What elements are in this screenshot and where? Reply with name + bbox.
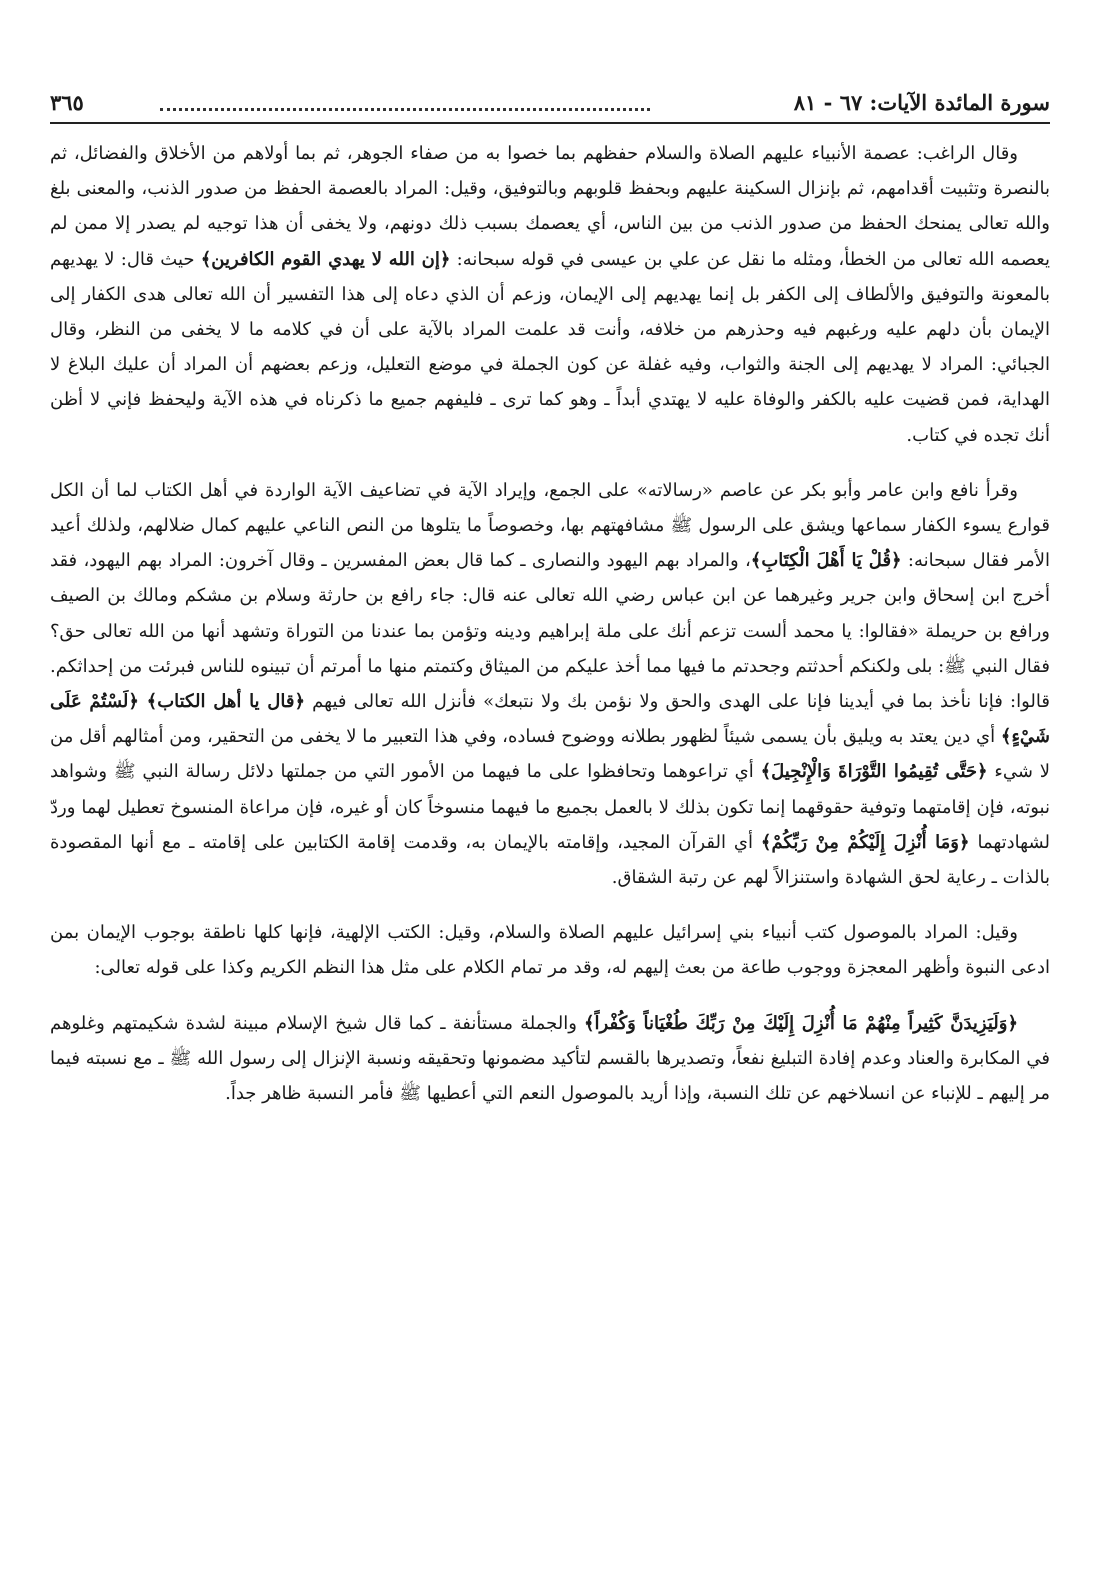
paragraph-text: ، والمراد بهم اليهود والنصارى ـ كما قال بعض المفسرين ـ وقال آخرون: المراد بهم اليهود، فقد أخرج ابن إسحاق وابن جرير وغيرهما عن ابن عباس رضي الله تعالى عنه قال: جاء رافع بن حارثة وسلام بن مشكم ومالك بن الصيف ورافع بن حريملة «فقالوا: يا محمد ألست تزعم أنك على ملة إبراهيم ودينه وتؤمن بما عندنا من التوراة وتشهد أنها من الله تعالى حق؟ فقال النبي ﷺ: بلى ولكنكم أحدثتم وجحدتم ما فيها مما أخذ عليكم من الميثاق وكتمتم منها ما أمرتم أن تبينوه للناس فبرئت من إحداثكم. قالوا: فإنا نأخذ بما في أيدينا فإنا على الهدى والحق ولا نؤمن بك ولا نتبعك» فأنزل الله تعالى فيهم — [50, 550, 1050, 713]
paragraph-text: والجملة مستأنفة ـ كما قال شيخ الإسلام مبينة لشدة شكيمتهم وغلوهم في المكابرة والعناد وعدم إفادة التبليغ نفعاً، وتصديرها بالقسم لتأكيد مضمونها وتحقيقه ونسبة الإنزال إلى رسول الله ﷺ ـ مع نسبته فيما مر إليهم ـ للإنباء عن انسلاخهم عن تلك النسبة، وإذا أريد بالموصول النعم التي أعطيها ﷺ فأمر النسبة ظاهر جداً. — [50, 1012, 1050, 1105]
book-page — [50, 86, 1050, 1111]
quran-quote: ﴿حَتَّى تُقِيمُوا التَّوْرَاةَ وَالْإِنْجِيلَ﴾ — [760, 761, 988, 783]
dotted-leader — [160, 108, 650, 111]
page-number: ٣٦٥ — [50, 90, 84, 115]
paragraph-text: أي تراعوهما وتحافظوا على ما فيهما من الأمور التي من جملتها دلائل رسالة النبي ﷺ وشواهد نبوته، فإن إقامتهما وتوفية حقوقهما إنما تكون بذلك لا بالعمل بجميع ما فيهما منسوخاً كان أو غيره، فإن مراعاة المنسوخ تعطيل لهما وردّ لشهادتهما — [50, 761, 1050, 853]
chapter-title: سورة المائدة الآيات: ٦٧ - ٨١ — [793, 90, 1050, 115]
quran-quote: ﴿قُلْ يَا أَهْلَ الْكِتَابِ﴾ — [750, 550, 902, 572]
paragraph-4 — [50, 1006, 1050, 1112]
paragraph-2 — [50, 473, 1050, 895]
paragraph-3 — [50, 915, 1050, 985]
paragraph-text: وقيل: المراد بالموصول كتب أنبياء بني إسرائيل عليهم الصلاة والسلام، وقيل: الكتب الإلهية، فإنها كلها ناطقة بوجوب الإيمان بمن ادعى النبوة وأظهر المعجزة ووجوب طاعة من بعث إليهم له، وقد مر تمام الكلام على مثل هذا النظم الكريم وكذا على قوله تعالى: — [50, 922, 1050, 979]
quran-quote: ﴿وَمَا أُنْزِلَ إِلَيْكُمْ مِنْ رَبِّكُمْ﴾ — [760, 831, 970, 853]
paragraph-text: أي دين يعتد به ويليق بأن يسمى شيئاً لظهور بطلانه ووضوح فساده، وفي هذا التعبير ما لا يخفى من التحقير، ومن أمثالهم أقل من لا شيء — [50, 726, 1050, 783]
paragraph-text: وقال الراغب: عصمة الأنبياء عليهم الصلاة والسلام حفظهم بما خصوا به من صفاء الجوهر، ثم بما أولاهم من الأخلاق والفضائل، ثم بالنصرة وتثبيت أقدامهم، ثم بإنزال السكينة عليهم وبحفظ قلوبهم وبالتوفيق، وقيل: المراد بالعصمة الحفظ من صدور الذنب، والمعنى بلغ والله تعالى يمنحك الحفظ من صدور الذنب من بين الناس، أي يعصمك بسبب ذلك دونهم، ولا يخفى أن هذا توجيه لم يصدر إلا ممن لم يعصمه الله تعالى من الخطأ، ومثله ما نقل عن علي بن عيسى في قوله سبحانه: — [50, 143, 1050, 270]
quran-quote: ﴿قال يا أهل الكتاب﴾ ﴿لَسْتُمْ عَلَى شَيْءٍ﴾ — [50, 691, 1050, 748]
quran-quote: ﴿إن الله لا يهدي القوم الكافرين﴾ — [200, 248, 451, 270]
paragraph-text: وقرأ نافع وابن عامر وأبو بكر عن عاصم «رسالاته» على الجمع، وإيراد الآية في تضاعيف الآية الواردة في أهل الكتاب لما أن الكل قوارع يسوء الكفار سماعها ويشق على الرسول ﷺ مشافهتهم بها، وخصوصاً ما يتلوها من النص الناعي عليهم كمال ضلالهم، ولذلك أعيد الأمر فقال سبحانه: — [50, 479, 1050, 572]
paragraph-text: أي القرآن المجيد، وإقامته بالإيمان به، وقدمت إقامة الكتابين على إقامته ـ مع أنها المقصودة بالذات ـ رعاية لحق الشهادة واستنزالاً لهم عن رتبة الشقاق. — [50, 831, 1050, 889]
running-header — [50, 86, 1050, 124]
quran-quote: ﴿وَلَيَزِيدَنَّ كَثِيراً مِنْهُمْ مَا أُنْزِلَ إِلَيْكَ مِنْ رَبِّكَ طُغْيَاناً وَكُفْراً﴾ — [584, 1012, 1019, 1034]
paragraph-1 — [50, 136, 1050, 453]
paragraph-text: حيث قال: لا يهديهم بالمعونة والتوفيق والألطاف إلى الكفر بل إنما يهديهم إلى الإيمان، وزعم أن الذي دعاه إلى هذا التفسير أن الله تعالى هدى الكفار إلى الإيمان بأن دلهم عليه ورغبهم فيه وحذرهم من خلافه، وأنت قد علمت المراد بالآية على أن في كلامه ما لا يخفى من النظر، وقال الجبائي: المراد لا يهديهم إلى الجنة والثواب، وفيه غفلة عن كون الجملة في موضع التعليل، وزعم بعضهم أن المراد أن عليك البلاغ لا الهداية، فمن قضيت عليه بالكفر والوفاة عليه لا يهتدي أبداً ـ وهو كما ترى ـ فليفهم جميع ما ذكرناه في هذه الآية وليحفظ فإني لا أظن أنك تجده في كتاب. — [50, 248, 1050, 446]
